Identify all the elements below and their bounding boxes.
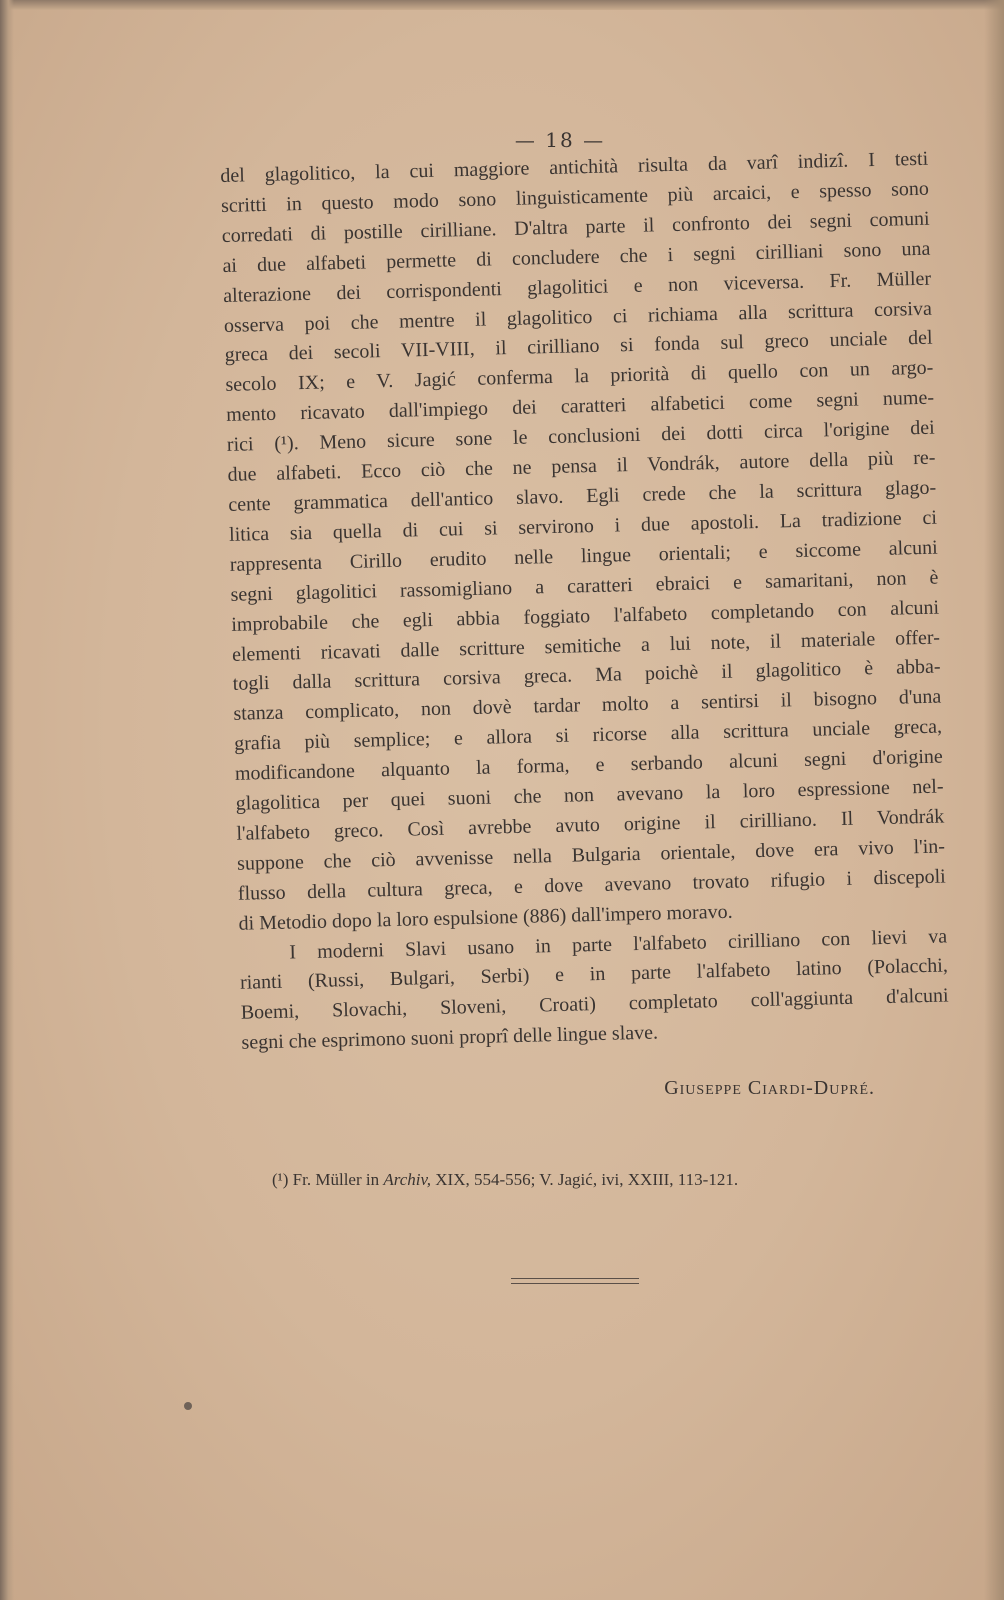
text-line: secolo IX; e V. Jagić conferma la priorità di quello con un argo-	[225, 356, 934, 397]
text-line: scritti in questo modo sono linguisticamente più arcaici, e spesso sono	[220, 177, 930, 217]
footnote	[272, 1170, 892, 1190]
text-line: I moderni Slavi usano in parte l'alfabeto cirilliano con lievi va	[289, 925, 948, 964]
text-line: l'alfabeto greco. Così avrebbe avuto origine il cirilliano. Il Vondrák	[236, 805, 945, 845]
text-line: litica sia quella di cui si servirono i due apostoli. La tradizione ci	[228, 506, 938, 546]
footnote-text-before: Fr. Müller in	[288, 1170, 384, 1189]
text-line: modificandone alquanto la forma, e serbando alcuni segni d'origine	[234, 745, 944, 785]
text-line: rianti (Russi, Bulgari, Serbi) e in parte l'alfabeto latino (Polacchi,	[239, 954, 949, 995]
text-line: stanza complicato, non dovè tardar molto a sentirsi il bisogno d'una	[233, 685, 942, 726]
text-line: Boemi, Slovachi, Sloveni, Croati) completato coll'aggiunta d'alcuni	[240, 984, 949, 1025]
text-line: segni glagolitici rassomigliano a caratteri ebraici e samaritani, non è	[230, 566, 939, 606]
page-number: — 18 —	[514, 128, 606, 152]
text-line: segni che esprimono suoni proprî delle lingue slave.	[241, 1021, 659, 1055]
text-line: flusso della cultura greca, e dove avevano trovato rifugio i discepoli	[237, 865, 946, 905]
text-line: corredati di postille cirilliane. D'altra parte il confronto dei segni comuni	[221, 207, 930, 247]
text-line: grafia più semplice; e allora si ricorse alla scrittura unciale greca,	[233, 715, 943, 756]
text-line: alterazione dei corrispondenti glagolitici e non viceversa. Fr. Müller	[222, 267, 932, 307]
footnote-journal-title: Archiv,	[383, 1170, 432, 1189]
closing-double-rule	[511, 1278, 639, 1284]
text-line: improbabile che egli abbia foggiato l'alfabeto completando con alcuni	[231, 596, 940, 636]
page-top-edge	[0, 0, 1004, 10]
text-line: elementi ricavati dalle scritture semitiche a lui note, il materiale offer-	[231, 626, 941, 666]
text-line: glagolitica per quei suoni che non avevano la loro espressione nel-	[235, 775, 944, 815]
page-right-edge	[984, 0, 1004, 1600]
text-line: osserva poi che mentre il glagolitico ci richiama alla scrittura corsiva	[223, 297, 933, 337]
text-line: mento ricavato dall'impiego dei caratteri alfabetici come segni nume-	[225, 386, 935, 427]
text-line: cente grammatica dell'antico slavo. Egli crede che la scrittura glago-	[228, 476, 937, 516]
text-line: del glagolitico, la cui maggiore antichità risulta da varî indizî. I testi	[220, 147, 929, 187]
text-line: togli dalla scrittura corsiva greca. Ma poichè il glagolitico è abba-	[232, 655, 941, 696]
page-left-edge	[0, 0, 14, 1600]
text-line: di Metodio dopo la loro espulsione (886) dall'impero moravo.	[238, 900, 733, 935]
body-text	[220, 145, 950, 1059]
text-line: ai due alfabeti permette di concludere che i segni cirilliani sono una	[222, 237, 931, 277]
author-signature: Giuseppe Ciardi-Dupré.	[664, 1077, 875, 1099]
text-line: greca dei secoli VII-VIII, il cirilliano si fonda sul greco unciale del	[224, 327, 933, 367]
text-line: due alfabeti. Ecco ciò che ne pensa il Vondrák, autore della più re-	[227, 446, 936, 486]
footnote-marker: (¹)	[272, 1170, 289, 1189]
footnote-text-after: XIX, 554-556; V. Jagić, ivi, XXIII, 113-121.	[431, 1170, 739, 1189]
ink-speck	[184, 1402, 192, 1410]
text-line: rappresenta Cirillo erudito nelle lingue orientali; e siccome alcuni	[229, 536, 938, 576]
text-line: rici (¹). Meno sicure sone le conclusioni dei dotti circa l'origine dei	[226, 416, 935, 457]
text-line: suppone che ciò avvenisse nella Bulgaria orientale, dove era vivo l'in-	[236, 835, 946, 875]
